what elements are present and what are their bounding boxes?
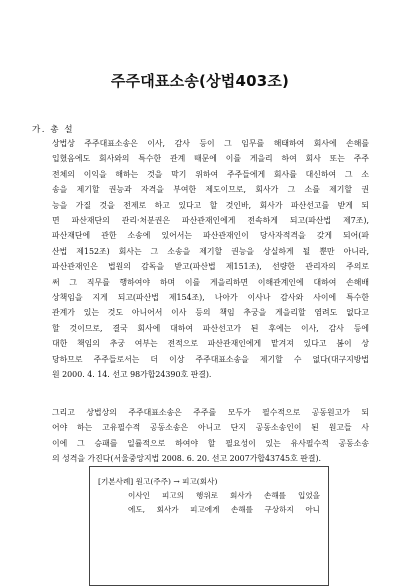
case-example-box	[89, 466, 329, 586]
paragraph-line: 할 것이므로, 결국 회사에 대하여 파산선고가 된 후에는 이사, 감사 등에	[52, 323, 369, 333]
paragraph-line: 산법 제152조) 회사는 그 소송을 제기할 권능을 상실하게 될 뿐만 아니라,	[52, 246, 369, 256]
case-example-label: [기본사례] 원고(주주) → 피고(회사)	[98, 477, 218, 486]
paragraph-line: 원 2000. 4. 14. 선고 98가합24390호 판결).	[52, 370, 212, 380]
paragraph-line: 상책임을 지게 되고(파산법 제154조), 나아가 이사나 감사와 사이에 특수한	[52, 293, 369, 303]
paragraph-line: 어야 하는 고유필수적 공동소송은 아니고 단지 공동소송인이 된 원고들 사	[52, 423, 369, 433]
paragraph-line: 전체의 이익을 해하는 것을 막기 위하여 주주들에게 회사를 대신하여 그 소	[52, 169, 369, 179]
paragraph-line: 파산재단에 관한 소송에 있어서는 파산관재인이 당사자적격을 갖게 되어(파	[52, 231, 369, 241]
paragraph-line: 파산관재인은 법원의 감독을 받고(파산법 제151조), 선량한 관리자의 주의로	[52, 262, 369, 272]
paragraph-line: 면 파산재단의 관리·처분권은 파산관재인에게 전속하게 되고(파산법 제7조),	[52, 216, 369, 226]
paragraph-line: 대한 책임의 추궁 여부는 전적으로 파산관재인에게 맡겨져 있다고 봄이 상	[52, 339, 369, 349]
paragraph-line: 입혔음에도 회사와의 특수한 관계 때문에 이를 게을리 하여 회사 또는 주주	[52, 154, 369, 164]
paragraph-line: 의 성격을 가진다(서울중앙지법 2008. 6. 20. 선고 2007가합43745호 판결).	[52, 454, 322, 464]
paragraph-1	[52, 136, 369, 383]
paragraph-line: 능을 가질 것을 전제로 하고 있다고 할 것인바, 회사가 파산선고를 받게 되	[52, 200, 369, 210]
paragraph-line: 이에 그 승패를 일률적으로 하여야 할 필요성이 있는 유사필수적 공동소송	[52, 438, 369, 448]
case-example-line: 이사인 피고의 행위로 회사가 손해를 입었을	[128, 491, 320, 500]
paragraph-line: 송을 제기할 권능과 자격을 부여한 제도이므로, 회사가 그 소를 제기할 권	[52, 185, 369, 195]
section-heading: 가. 총 설	[32, 125, 75, 135]
paragraph-line: 당하므로 주주들로서는 더 이상 주주대표소송을 제기할 수 없다(대구지방법	[52, 354, 369, 364]
paragraph-line: 그리고 상법상의 주주대표소송은 주주를 모두가 필수적으로 공동원고가 되	[52, 408, 369, 417]
paragraph-line: 상법상 주주대표소송은 이사, 감사 등이 그 임무를 해태하여 회사에 손해를	[52, 139, 369, 148]
paragraph-line: 관계가 있는 것도 아니어서 이사 등의 책임 추궁을 게을리할 염려도 없다고	[52, 308, 369, 318]
document-title: 주주대표소송(상법403조)	[110, 72, 290, 90]
case-example-line: 에도, 회사가 피고에게 손해를 구상하지 아니	[128, 505, 320, 514]
paragraph-line: 써 그 직무를 행하여야 하며 이를 게을리하면 이해관계인에 대하여 손해배	[52, 277, 369, 287]
paragraph-2	[52, 405, 369, 467]
